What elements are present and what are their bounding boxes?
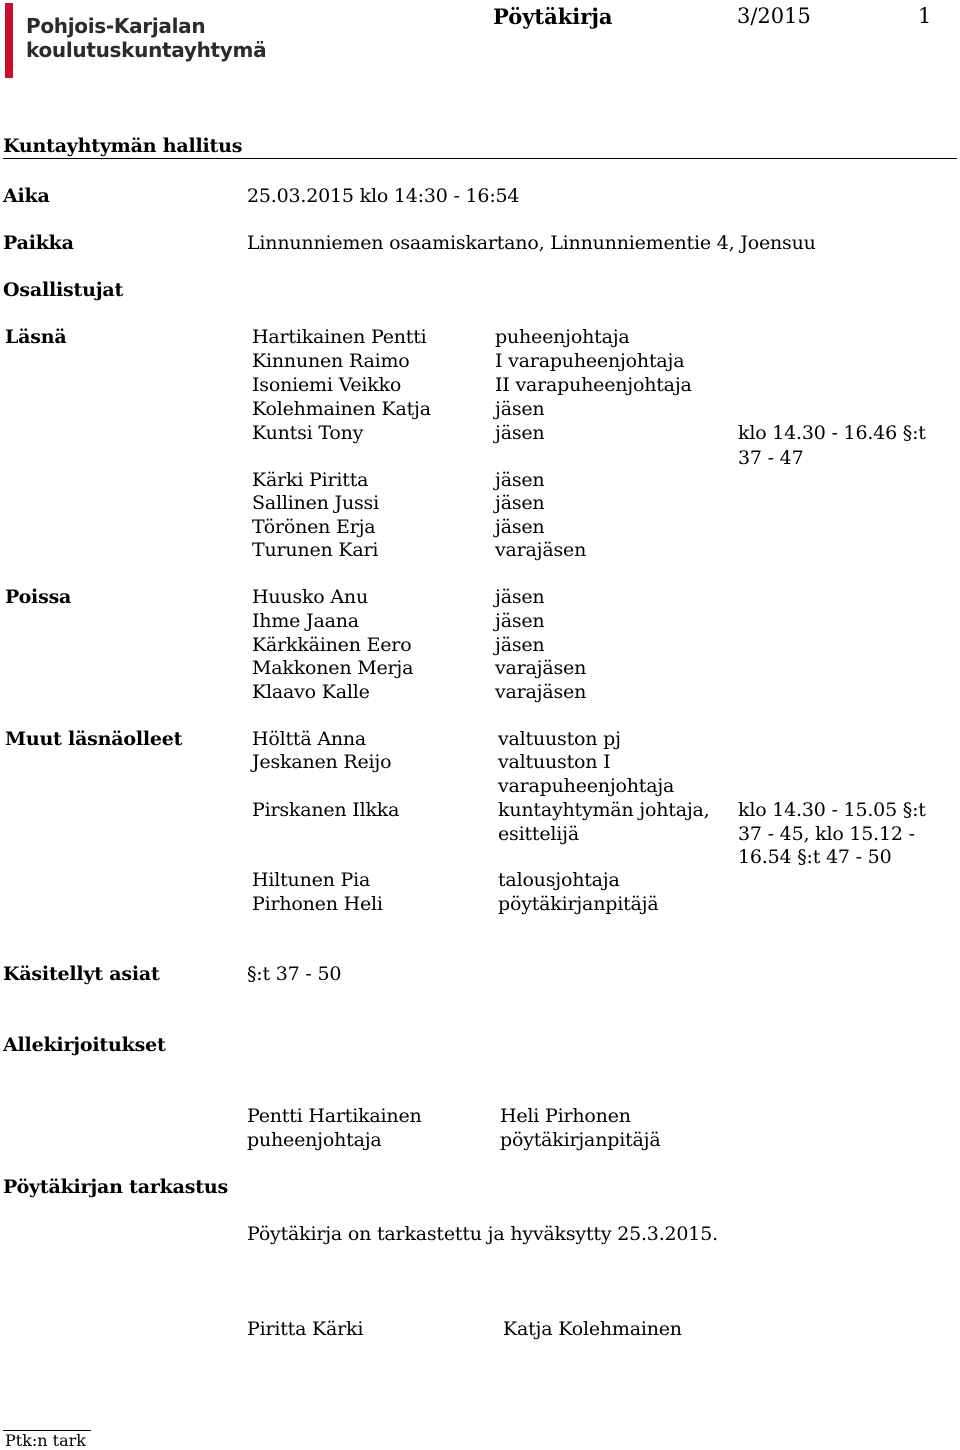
doc-number: 3/2015 — [737, 4, 811, 28]
lasna-role: jäsen — [495, 398, 545, 420]
lasna-name: Kärki Piritta — [252, 469, 369, 491]
body-title: Kuntayhtymän hallitus — [3, 135, 243, 157]
muut-note: 37 - 45, klo 15.12 - — [738, 823, 915, 845]
aika-label: Aika — [3, 185, 50, 207]
aika-value: 25.03.2015 klo 14:30 - 16:54 — [247, 185, 520, 207]
logo-bar — [5, 3, 13, 78]
tarkastus-label: Pöytäkirjan tarkastus — [3, 1176, 228, 1198]
signer-role: puheenjohtaja — [247, 1129, 382, 1151]
lasna-role: jäsen — [495, 492, 545, 514]
lasna-role: jäsen — [495, 469, 545, 491]
lasna-role: jäsen — [495, 422, 545, 444]
lasna-role: puheenjohtaja — [495, 326, 630, 348]
muut-name: Pirhonen Heli — [252, 893, 383, 915]
lasna-role: jäsen — [495, 516, 545, 538]
lasna-note: klo 14.30 - 16.46 §:t — [738, 422, 926, 444]
muut-name: Hölttä Anna — [252, 728, 367, 750]
signer-name: Pentti Hartikainen — [247, 1105, 422, 1127]
muut-note: 16.54 §:t 47 - 50 — [738, 846, 892, 868]
paikka-label: Paikka — [3, 232, 74, 254]
lasna-role: varajäsen — [495, 539, 587, 561]
poissa-role: jäsen — [495, 634, 545, 656]
muut-role: pöytäkirjanpitäjä — [498, 893, 659, 915]
checker-name: Piritta Kärki — [247, 1318, 364, 1340]
logo-line1: Pohjois-Karjalan — [26, 14, 206, 38]
lasna-role: II varapuheenjohtaja — [495, 374, 692, 396]
signer-role: pöytäkirjanpitäjä — [500, 1129, 661, 1151]
muut-label: Muut läsnäolleet — [5, 728, 183, 750]
muut-name: Hiltunen Pia — [252, 869, 371, 891]
osallistujat-label: Osallistujat — [3, 279, 124, 301]
checker-name: Katja Kolehmainen — [503, 1318, 682, 1340]
poissa-role: varajäsen — [495, 657, 587, 679]
lasna-name: Sallinen Jussi — [252, 492, 379, 514]
lasna-name: Turunen Kari — [252, 539, 379, 561]
lasna-name: Törönen Erja — [252, 516, 376, 538]
poissa-role: jäsen — [495, 586, 545, 608]
muut-name: Jeskanen Reijo — [252, 751, 392, 773]
muut-role: valtuuston pj — [498, 728, 621, 750]
lasna-name: Kolehmainen Katja — [252, 398, 431, 420]
signer-name: Heli Pirhonen — [500, 1105, 631, 1127]
poissa-name: Huusko Anu — [252, 586, 368, 608]
lasna-role: I varapuheenjohtaja — [495, 350, 685, 372]
page-number: 1 — [918, 4, 932, 28]
lasna-name: Hartikainen Pentti — [252, 326, 427, 348]
muut-role: talousjohtaja — [498, 869, 620, 891]
muut-role: esittelijä — [498, 823, 579, 845]
doc-title: Pöytäkirja — [493, 4, 613, 29]
lasna-name: Isoniemi Veikko — [252, 374, 402, 396]
allekirjoitukset-label: Allekirjoitukset — [3, 1034, 166, 1056]
poissa-name: Ihme Jaana — [252, 610, 359, 632]
muut-note: klo 14.30 - 15.05 §:t — [738, 799, 926, 821]
kasitellyt-value: §:t 37 - 50 — [247, 963, 342, 985]
title-rule — [3, 158, 957, 159]
muut-role: kuntayhtymän johtaja, — [498, 799, 710, 821]
lasna-label: Läsnä — [5, 326, 67, 348]
paikka-value: Linnunniemen osaamiskartano, Linnunniementie 4, Joensuu — [247, 232, 816, 254]
logo-line2: koulutuskuntayhtymä — [26, 38, 267, 62]
lasna-note: 37 - 47 — [738, 447, 804, 469]
ptk-label: Ptk:n tark — [5, 1431, 86, 1450]
tarkastus-statement: Pöytäkirja on tarkastettu ja hyväksytty 25.3.2015. — [247, 1223, 718, 1245]
kasitellyt-label: Käsitellyt asiat — [3, 963, 160, 985]
poissa-role: varajäsen — [495, 681, 587, 703]
lasna-name: Kuntsi Tony — [252, 422, 364, 444]
poissa-name: Klaavo Kalle — [252, 681, 370, 703]
poissa-label: Poissa — [5, 586, 72, 608]
muut-role: valtuuston I — [498, 751, 611, 773]
poissa-name: Kärkkäinen Eero — [252, 634, 412, 656]
poissa-name: Makkonen Merja — [252, 657, 414, 679]
muut-role: varapuheenjohtaja — [498, 775, 675, 797]
poissa-role: jäsen — [495, 610, 545, 632]
muut-name: Pirskanen Ilkka — [252, 799, 400, 821]
lasna-name: Kinnunen Raimo — [252, 350, 410, 372]
